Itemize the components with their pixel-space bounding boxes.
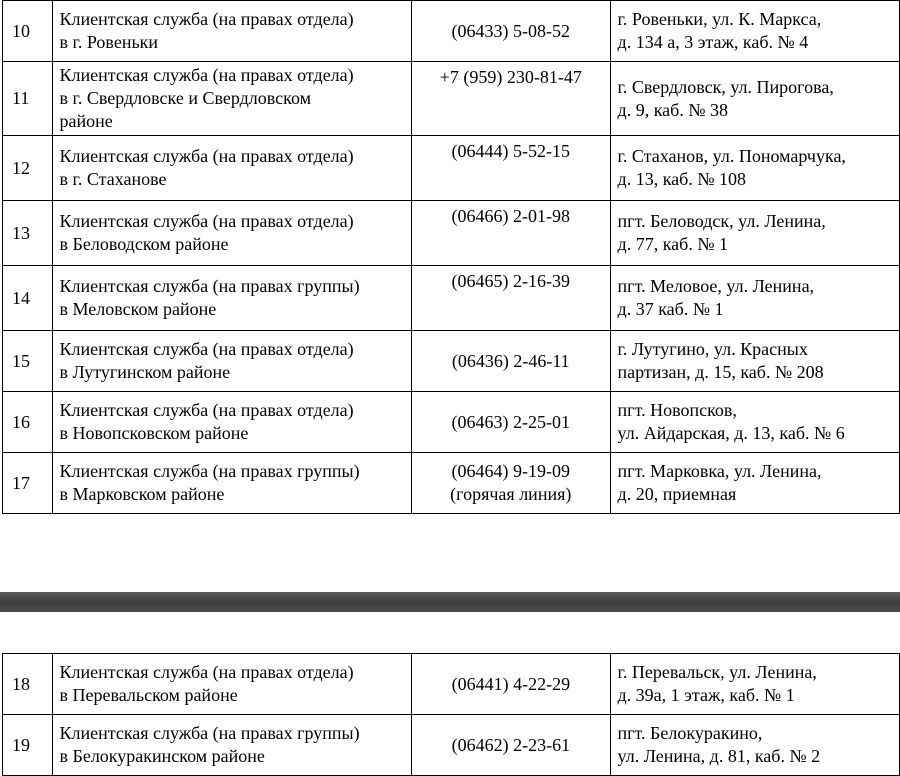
office-name-line: Клиентская служба (на правах отдела) xyxy=(59,65,354,85)
phone-line: (06464) 9-19-09 xyxy=(451,461,570,481)
office-name-line: районе xyxy=(59,111,113,131)
offices-table-continued xyxy=(2,653,900,776)
phone-line: (06462) 2-23-61 xyxy=(451,734,571,755)
address-line: д. 9, каб. № 38 xyxy=(617,99,728,120)
table-row xyxy=(3,1,900,62)
office-phone xyxy=(411,453,610,514)
page-gap xyxy=(0,592,900,612)
office-address xyxy=(610,453,899,514)
office-name-line: Клиентская служба (на правах группы) xyxy=(59,276,360,296)
office-phone xyxy=(411,201,610,266)
row-number: 12 xyxy=(3,136,53,201)
phone-line: (06436) 2-46-11 xyxy=(451,350,570,371)
office-name-line: в г. Ровеньки xyxy=(59,32,159,52)
phone-line: (06444) 5-52-15 xyxy=(451,141,570,161)
phone-note: (горячая линия) xyxy=(450,484,572,504)
address-line: г. Ровеньки, ул. К. Маркса, xyxy=(617,9,822,29)
address-line: д. 134 а, 3 этаж, каб. № 4 xyxy=(617,32,809,52)
office-name xyxy=(52,331,411,392)
office-name xyxy=(52,62,411,136)
office-name-line: в Перевальском районе xyxy=(59,685,238,705)
address-line: пгт. Белокуракино, xyxy=(617,723,763,743)
office-address xyxy=(610,266,899,331)
office-name-line: в Меловском районе xyxy=(59,299,217,319)
row-number: 13 xyxy=(3,201,53,266)
document-page-2 xyxy=(0,612,900,773)
address-line: партизан, д. 15, каб. № 208 xyxy=(617,362,824,382)
table-row xyxy=(3,715,900,776)
row-number: 17 xyxy=(3,453,53,514)
phone-line: (06441) 4-22-29 xyxy=(451,673,571,694)
office-name xyxy=(52,201,411,266)
office-phone xyxy=(411,1,610,62)
office-phone xyxy=(411,331,610,392)
office-name-line: Клиентская служба (на правах отдела) xyxy=(59,662,354,682)
office-name xyxy=(52,715,412,776)
office-name-line: Клиентская служба (на правах отдела) xyxy=(59,339,354,359)
table-row xyxy=(3,266,900,331)
office-address xyxy=(610,331,899,392)
table-row xyxy=(3,201,900,266)
office-name-line: в Белокуракинском районе xyxy=(59,746,265,766)
office-address xyxy=(610,715,899,776)
address-line: д. 37 каб. № 1 xyxy=(617,299,724,319)
office-name xyxy=(52,453,411,514)
row-number: 14 xyxy=(3,266,53,331)
table-row xyxy=(3,62,900,136)
address-line: г. Свердловск, ул. Пирогова, xyxy=(617,76,834,97)
phone-line: (06466) 2-01-98 xyxy=(451,206,570,226)
offices-table xyxy=(2,0,900,514)
office-phone xyxy=(411,392,610,453)
phone-line: +7 (959) 230-81-47 xyxy=(439,67,582,87)
office-phone xyxy=(411,62,610,136)
office-name xyxy=(52,392,411,453)
office-name-line: в Беловодском районе xyxy=(59,234,229,254)
row-number: 11 xyxy=(3,62,53,136)
office-name xyxy=(52,1,411,62)
address-line: г. Перевальск, ул. Ленина, xyxy=(617,662,817,682)
office-name-line: в Марковском районе xyxy=(59,484,225,504)
phone-line: (06463) 2-25-01 xyxy=(451,411,570,432)
row-number: 16 xyxy=(3,392,53,453)
office-address xyxy=(610,62,899,136)
address-line: пгт. Новопсков, xyxy=(617,400,737,420)
row-number: 10 xyxy=(3,1,53,62)
address-line: ул. Айдарская, д. 13, каб. № 6 xyxy=(617,423,845,443)
address-line: г. Стаханов, ул. Пономарчука, xyxy=(617,146,846,166)
office-name-line: Клиентская служба (на правах отдела) xyxy=(59,9,354,29)
office-phone xyxy=(411,266,610,331)
address-line: д. 13, каб. № 108 xyxy=(617,169,746,189)
address-line: д. 39а, 1 этаж, каб. № 1 xyxy=(617,685,795,705)
office-address xyxy=(610,201,899,266)
row-number: 18 xyxy=(3,654,53,715)
office-name xyxy=(52,136,411,201)
office-name-line: Клиентская служба (на правах отдела) xyxy=(59,211,354,231)
office-name-line: Клиентская служба (на правах отдела) xyxy=(59,400,354,420)
address-line: д. 77, каб. № 1 xyxy=(617,234,728,254)
table-row xyxy=(3,392,900,453)
office-name-line: в г. Свердловске и Свердловском xyxy=(59,88,312,108)
table-row xyxy=(3,331,900,392)
address-line: д. 20, приемная xyxy=(617,484,737,504)
office-phone xyxy=(412,715,610,776)
office-address xyxy=(610,654,899,715)
office-address xyxy=(610,392,899,453)
address-line: ул. Ленина, д. 81, каб. № 2 xyxy=(617,746,821,766)
address-line: пгт. Беловодск, ул. Ленина, xyxy=(617,211,826,231)
address-line: пгт. Марковка, ул. Ленина, xyxy=(617,461,822,481)
phone-line: (06433) 5-08-52 xyxy=(451,20,570,41)
address-line: г. Лутугино, ул. Красных xyxy=(617,339,808,359)
office-name-line: Клиентская служба (на правах отдела) xyxy=(59,146,354,166)
office-name-line: Клиентская служба (на правах группы) xyxy=(59,723,360,743)
office-name-line: в г. Стаханове xyxy=(59,169,167,189)
office-name-line: в Лутугинском районе xyxy=(59,362,231,382)
table-row xyxy=(3,453,900,514)
row-number: 19 xyxy=(3,715,53,776)
phone-line: (06465) 2-16-39 xyxy=(451,271,570,291)
office-address xyxy=(610,136,899,201)
office-name xyxy=(52,266,411,331)
office-phone xyxy=(411,136,610,201)
office-name-line: в Новопсковском районе xyxy=(59,423,249,443)
table-row xyxy=(3,654,900,715)
table-row xyxy=(3,136,900,201)
office-phone xyxy=(412,654,610,715)
address-line: пгт. Меловое, ул. Ленина, xyxy=(617,276,815,296)
office-name-line: Клиентская служба (на правах группы) xyxy=(59,461,360,481)
office-name xyxy=(52,654,412,715)
row-number: 15 xyxy=(3,331,53,392)
office-address xyxy=(610,1,899,62)
